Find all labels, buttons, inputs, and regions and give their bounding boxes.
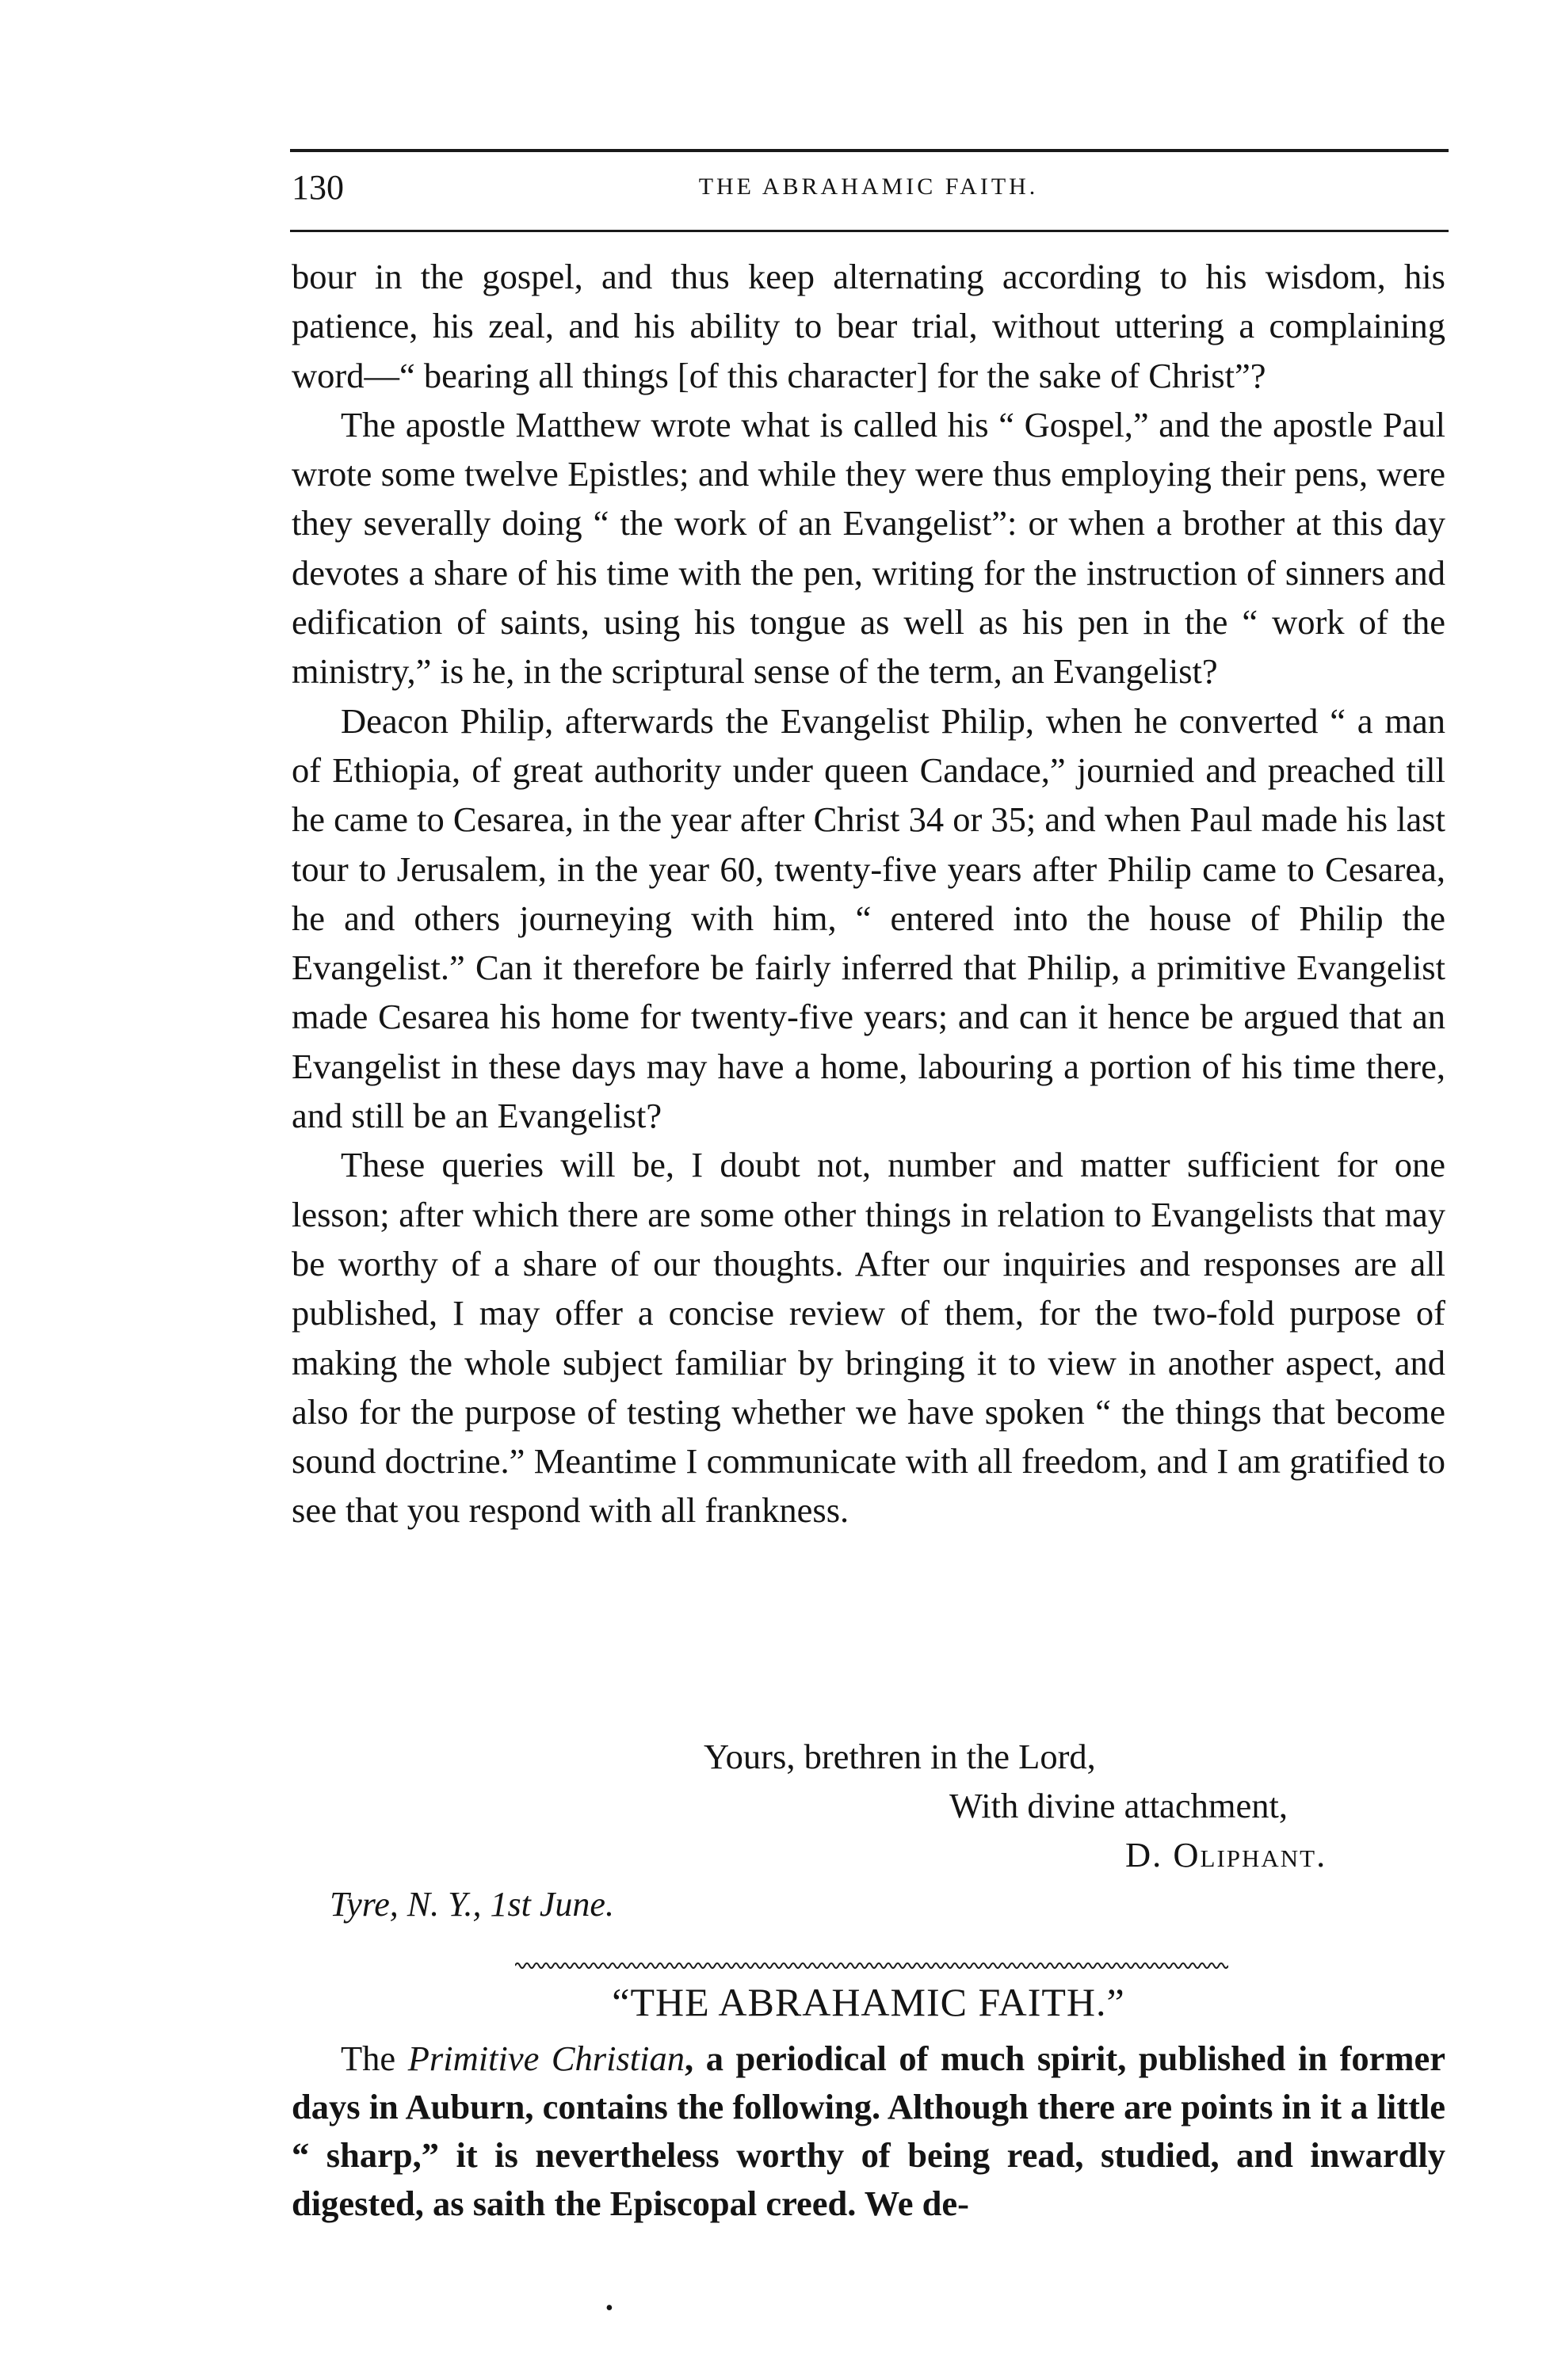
header-rule-bottom <box>290 230 1449 232</box>
section-body <box>292 2035 1445 2228</box>
paragraph-apostles: The apostle Matthew wrote what is called his “ Gospel,” and the apostle Paul wrote some twelve Epistles; and while they were thus employing their pens, were they severally doing “ the work of an Evangelist”: or when a brother at this day devotes a share of his time with the pen, writing for the instruction of sinners and edification of saints, using his tongue as well as his pen in the “ work of the ministry,” is he, in the scriptural sense of the term, an Evangelist? <box>292 404 1445 692</box>
paragraph-philip: Deacon Philip, afterwards the Evangelist Philip, when he converted “ a man of Ethiopia, of great authority under queen Candace,” journied and preached till he came to Cesarea, in the year after Christ 34 or 35; and when Paul made his last tour to Jerusalem, in the year 60, twenty-five years after Philip came to Cesarea, he and others journeying with him, “ entered into the house of Philip the Evangelist.” Can it therefore be fairly inferred that Philip, a primitive Evangelist made Cesarea his home for twenty-five years; and can it hence be argued that an Evangelist in these days may have a home, labouring a portion of his time there, and still be an Evangelist? <box>292 700 1445 1136</box>
section-paragraph <box>292 2035 1445 2228</box>
running-head <box>292 162 1445 218</box>
dateline: Tyre, N. Y., 1st June. <box>330 1885 614 1924</box>
paragraph-continuation: bour in the gospel, and thus keep alternating according to his wisdom, his patience, his zeal, and his ability to bear trial, without uttering a complaining word—“ bearing all things [of this character] for the sake of Christ”? <box>292 257 1445 395</box>
header-rule-top <box>290 149 1449 152</box>
closing-attachment: With divine attachment, <box>949 1786 1288 1825</box>
signature: D. Oliphant. <box>1125 1835 1327 1875</box>
letter-body <box>292 252 1445 1535</box>
wavy-divider <box>515 1960 1228 1971</box>
paragraph-queries: These queries will be, I doubt not, number and matter sufficient for one lesson; after which there are some other things in relation to Evangelists that may be worthy of a share of our thoughts. After our inquiries and responses are all published, I may offer a concise review of them, for the two-fold purpose of making the whole subject familiar by bringing it to view in another aspect, and also for the purpose of testing whether we have spoken “ the things that become sound doctrine.” Meantime I communicate with all freedom, and I am gratified to see that you respond with all frankness. <box>292 1145 1445 1531</box>
periodical-title: Primitive Christian <box>407 2039 685 2078</box>
section-intro-end: Although there are points in it a little “ sharp,” it is nevertheless worthy of being read, studied, and inwardly digested, as saith the Episcopal creed. We de- <box>292 2087 1446 2223</box>
valediction: Yours, brethren in the Lord, <box>704 1737 1096 1776</box>
letter-closing <box>292 1732 1445 1879</box>
section-title: “THE ABRAHAMIC FAITH.” <box>612 1980 1125 2024</box>
printer-mark: • <box>605 2296 613 2321</box>
section-intro-continued: , a periodical of much spirit, published in former days in Auburn, contains the following. <box>292 2039 1446 2126</box>
section-intro-text: The <box>341 2039 408 2078</box>
page-number: 130 <box>292 168 344 207</box>
running-title: THE ABRAHAMIC FAITH. <box>698 174 1039 200</box>
